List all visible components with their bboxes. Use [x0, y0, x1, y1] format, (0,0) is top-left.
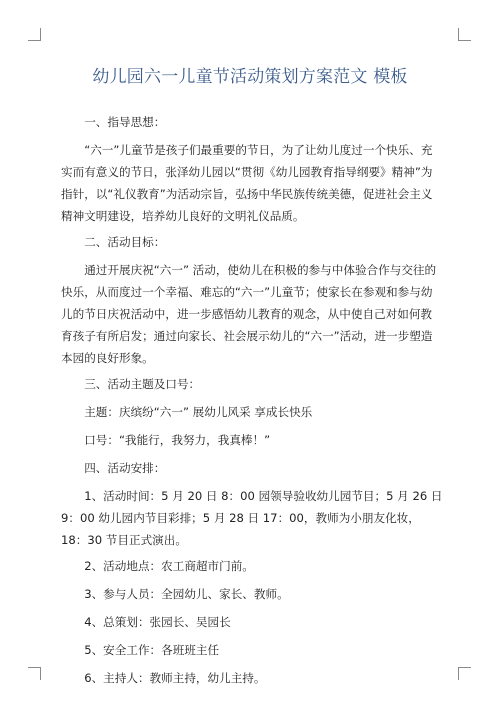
- arrangement-item-location: 2、活动地点：农工商超市门前。: [84, 559, 254, 573]
- document-body: [61, 111, 443, 695]
- paragraph-slogan: 口号：“我能行，我努力，我真棒！”: [84, 433, 271, 447]
- section-heading-arrangement: 四、活动安排：: [84, 461, 166, 475]
- arrangement-item-time: 1、活动时间：5 月 20 日 8：00 园领导验收幼儿园节目；5 月 26 日 9：00 幼儿园内节目彩排；5 月 28 日 17：00，教师为小朋友化妆，18：30 节目正式演出。: [61, 489, 443, 547]
- crop-mark-top-right: [458, 28, 471, 41]
- crop-mark-bottom-right: [458, 667, 471, 680]
- section-heading-activity-goals: 二、活动目标：: [84, 235, 166, 249]
- arrangement-item-participants: 3、参与人员：全园幼儿、家长、教师。: [84, 587, 289, 601]
- crop-mark-top-left: [28, 28, 41, 41]
- section-heading-theme-slogan: 三、活动主题及口号：: [84, 377, 201, 391]
- crop-mark-bottom-left: [28, 667, 41, 680]
- document-title: 幼儿园六一儿童节活动策划方案范文 模板: [92, 67, 408, 87]
- section-heading-guiding-ideology: 一、指导思想：: [84, 115, 166, 129]
- arrangement-item-planner: 4、总策划：张园长、吴园长: [84, 615, 231, 629]
- paragraph-guiding-ideology: “六一”儿童节是孩子们最重要的节日，为了让幼儿度过一个快乐、充实而有意义的节日，张泽幼儿园以“贯彻《幼儿园教育指导纲要》精神”为指针，以“礼仪教育”为活动宗旨，弘扬中华民族传统美德，促进社会主义精神文明建设，培养幼儿良好的文明礼仪品质。: [61, 143, 433, 223]
- arrangement-item-safety: 5、安全工作：各班班主任: [84, 643, 220, 657]
- paragraph-theme: 主题：庆缤纷“六一” 展幼儿风采 享成长快乐: [84, 405, 313, 419]
- arrangement-item-host: 6、主持人：教师主持，幼儿主持。: [84, 671, 266, 685]
- paragraph-activity-goals: 通过开展庆祝“六一” 活动，使幼儿在积极的参与中体验合作与交往的快乐，从而度过一个幸福、难忘的“六一”儿童节；使家长在参观和参与幼儿的节日庆祝活动中，进一步感悟幼儿教育的观念，从中使自己对如何教育孩子有所启发；通过向家长、社会展示幼儿的“六一”活动，进一步塑造本园的良好形象。: [61, 263, 437, 365]
